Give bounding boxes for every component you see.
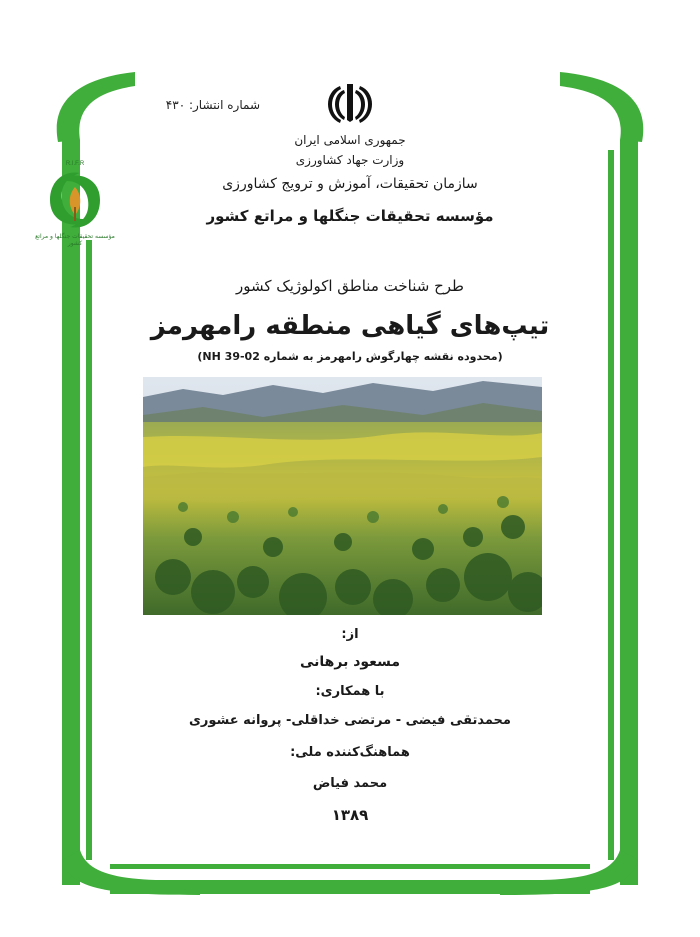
rifr-logo-icon bbox=[30, 155, 120, 245]
coordinator-name: محمد فیاض bbox=[312, 776, 388, 791]
publication-year: ۱۳۸۹ bbox=[331, 806, 369, 824]
by-label: از: bbox=[341, 627, 359, 642]
landscape-photo bbox=[143, 377, 542, 615]
header-line-1: جمهوری اسلامی ایران bbox=[294, 133, 406, 147]
rifr-caption: مؤسسه تحقیقات جنگلها و مراتع کشور bbox=[35, 233, 115, 247]
coordinator-label: هماهنگ‌کننده ملی: bbox=[290, 745, 410, 760]
project-title: طرح شناخت مناطق اکولوژیک کشور bbox=[236, 277, 464, 295]
header-line-3: سازمان تحقیقات، آموزش و ترویج کشاورزی bbox=[222, 176, 478, 192]
publication-number: شماره انتشار: ۴۳۰ bbox=[165, 98, 260, 112]
collaborators: محمدتقی فیضی - مرتضی خداقلی- پروانه عشوری bbox=[189, 713, 511, 728]
header-line-2: وزارت جهاد کشاورزی bbox=[295, 153, 405, 167]
iran-emblem-icon bbox=[318, 80, 382, 124]
author-name: مسعود برهانی bbox=[299, 654, 400, 670]
collab-label: با همکاری: bbox=[315, 684, 385, 699]
subtitle: (محدوده نقشه چهارگوش رامهرمز به شماره NH 39-02) bbox=[197, 350, 503, 363]
rifr-acronym: R.I.F.R bbox=[65, 161, 85, 167]
header-line-4: مؤسسه تحقیقات جنگلها و مراتع کشور bbox=[206, 207, 494, 225]
main-title: تیپ‌های گیاهی منطقه رامهرمز bbox=[150, 311, 550, 341]
